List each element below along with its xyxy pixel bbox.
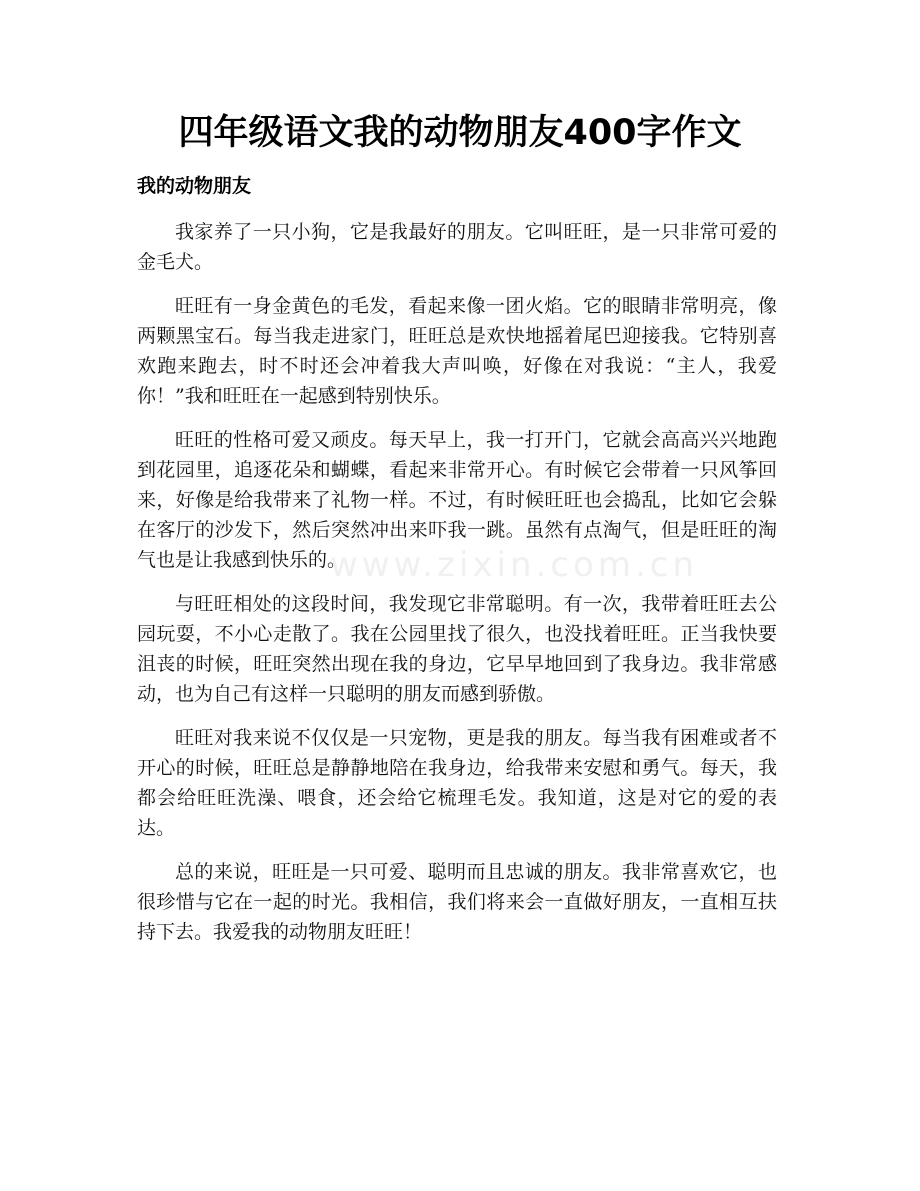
watermark: www.zixin.com.cn [330, 545, 698, 585]
document-title: 四年级语文我的动物朋友400字作文 [178, 113, 742, 153]
paragraph-1: 我家养了一只小狗，它是我最好的朋友。它叫旺旺，是一只非常可爱的金毛犬。 [137, 221, 777, 273]
paragraph-2: 旺旺有一身金黄色的毛发，看起来像一团火焰。它的眼睛非常明亮，像两颗黑宝石。每当我走进家门，旺旺总是欢快地摇着尾巴迎接我。它特别喜欢跑来跑去，时不时还会冲着我大声叫唤，好像在对我说：“主人，我爱你！”我和旺旺在一起感到特别快乐。 [137, 295, 777, 407]
section-heading: 我的动物朋友 [137, 175, 252, 197]
paragraph-3: 旺旺的性格可爱又顽皮。每天早上，我一打开门，它就会高高兴兴地跑到花园里，追逐花朵和蝴蝶，看起来非常开心。有时候它会带着一只风筝回来，好像是给我带来了礼物一样。不过，有时候旺旺也会捣乱，比如它会躲在客厅的沙发下，然后突然冲出来吓我一跳。虽然有点淘气，但是旺旺的淘气也是让我感到快乐的。 [137, 429, 777, 571]
paragraph-6: 总的来说，旺旺是一只可爱、聪明而且忠诚的朋友。我非常喜欢它，也很珍惜与它在一起的时光。我相信，我们将来会一直做好朋友，一直相互扶持下去。我爱我的动物朋友旺旺！ [137, 861, 777, 943]
essay-body [137, 217, 777, 961]
paragraph-4: 与旺旺相处的这段时间，我发现它非常聪明。有一次，我带着旺旺去公园玩耍，不小心走散了。我在公园里找了很久，也没找着旺旺。正当我快要沮丧的时候，旺旺突然出现在我的身边，它早早地回到了我身边。我非常感动，也为自己有这样一只聪明的朋友而感到骄傲。 [137, 593, 777, 705]
paragraph-5: 旺旺对我来说不仅仅是一只宠物，更是我的朋友。每当我有困难或者不开心的时候，旺旺总是静静地陪在我身边，给我带来安慰和勇气。每天，我都会给旺旺洗澡、喂食，还会给它梳理毛发。我知道，这是对它的爱的表达。 [137, 727, 777, 839]
